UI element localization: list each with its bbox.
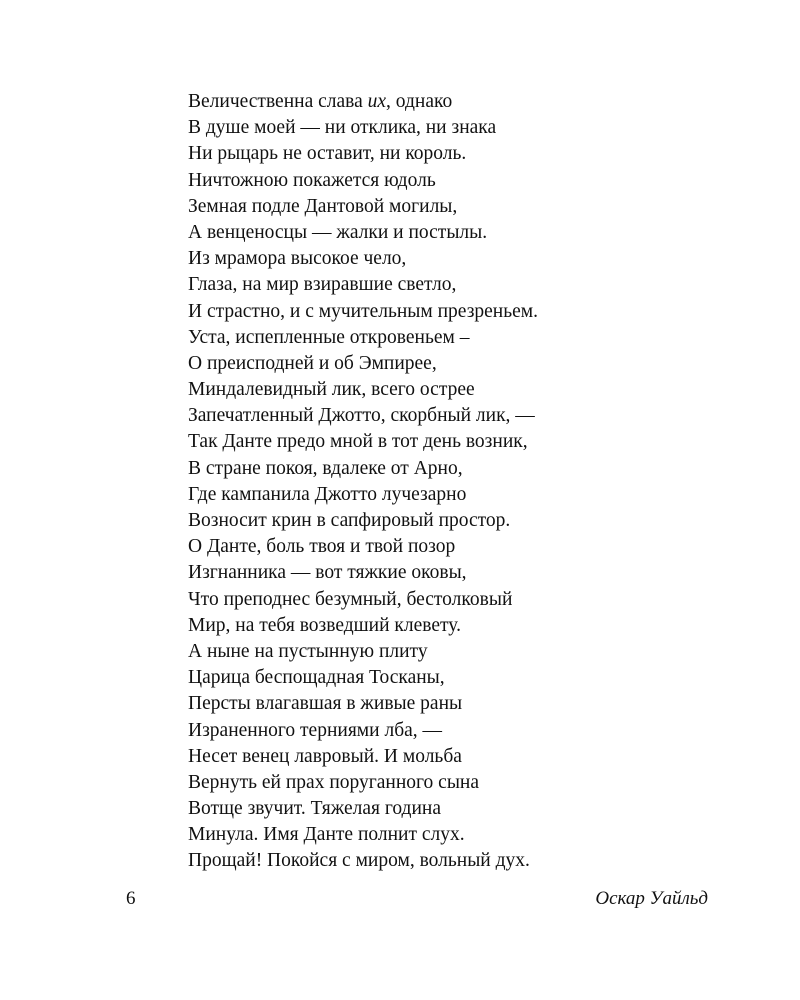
poem-line <box>188 587 748 613</box>
poem-line <box>188 848 748 874</box>
poem-line-text: Несет венец лавровый. И мольба <box>188 745 462 767</box>
poem-line <box>188 744 748 770</box>
poem-line-text: Ничтожною покажется юдоль <box>188 169 436 191</box>
poem-line <box>188 691 748 717</box>
poem-line-text: , однако <box>386 91 453 112</box>
poem-line-text: Ни рыцарь не оставит, ни король. <box>188 143 467 165</box>
poem-line-text: А венценосцы — жалки и постылы. <box>188 221 488 243</box>
poem-line-text: Что преподнес безумный, бестолковый <box>188 588 513 610</box>
poem-line-text: О преисподней и об Эмпирее, <box>188 352 437 374</box>
poem-line-text: Израненного терниями лба, — <box>188 719 443 741</box>
poem-line-text: Прощай! Покойся с миром, вольный дух. <box>188 850 530 872</box>
poem-line-text: Вотще звучит. Тяжелая година <box>188 798 441 820</box>
poem-line <box>188 220 748 246</box>
poem-line <box>188 665 748 691</box>
poem-line <box>188 822 748 848</box>
poem-line <box>188 482 748 508</box>
page-footer <box>0 888 800 918</box>
poem-line <box>188 613 748 639</box>
poem-line <box>188 141 748 167</box>
poem-line <box>188 639 748 665</box>
poem-line <box>188 560 748 586</box>
poem-line <box>188 770 748 796</box>
poem-line <box>188 325 748 351</box>
poem-line-text: Возносит крин в сапфировый простор. <box>188 510 511 531</box>
poem-line-text: Запечатленный Джотто, скорбный лик, — <box>188 405 535 427</box>
poem-line-text: И страстно, и с мучительным презреньем. <box>188 300 539 322</box>
poem-line-text: Изгнанника — вот тяжкие оковы, <box>188 562 467 584</box>
poem-line-text: Из мрамора высокое чело, <box>188 248 407 270</box>
poem-line-text: Так Данте предо мной в тот день возник, <box>188 431 528 453</box>
poem-line <box>188 299 748 325</box>
poem-line-text: Миндалевидный лик, всего острее <box>188 379 475 401</box>
poem-line-text: Царица беспощадная Тосканы, <box>188 667 445 689</box>
page-number: 6 <box>126 888 136 909</box>
running-author: Оскар Уайльд <box>595 888 708 909</box>
poem-line <box>188 456 748 482</box>
poem-line-text: О Данте, боль твоя и твой позор <box>188 536 456 558</box>
poem-line <box>188 246 748 272</box>
poem-line <box>188 534 748 560</box>
poem-line <box>188 194 748 220</box>
poem-line <box>188 115 748 141</box>
poem-line-text: Вернуть ей прах поруганного сына <box>188 771 480 793</box>
poem-line <box>188 403 748 429</box>
poem-line-text: Уста, испепленные откровеньем – <box>188 326 470 348</box>
poem-line-text: А ныне на пустынную плиту <box>188 640 428 662</box>
poem-line <box>188 89 748 115</box>
poem-line <box>188 508 748 534</box>
poem-line-text: Глаза, на мир взиравшие светло, <box>188 274 457 296</box>
poem-line-text: Где кампанила Джотто лучезарно <box>188 483 467 505</box>
poem-line <box>188 377 748 403</box>
poem-line-text: Мир, на тебя возведший клевету. <box>188 614 461 636</box>
poem-line <box>188 168 748 194</box>
poem-line <box>188 718 748 744</box>
poem-line-text: Минула. Имя Данте полнит слух. <box>188 824 465 846</box>
poem-line <box>188 272 748 298</box>
poem-line <box>188 351 748 377</box>
poem-line <box>188 796 748 822</box>
poem-line-text: Персты влагавшая в живые раны <box>188 693 463 715</box>
poem-line-text: В стране покоя, вдалеке от Арно, <box>188 457 463 479</box>
poem-line <box>188 429 748 455</box>
poem-line-text: В душе моей — ни отклика, ни знака <box>188 117 497 139</box>
poem-line-text: Величественна слава <box>188 91 368 112</box>
italic-word: их <box>367 91 387 112</box>
poem-line-text: Земная подле Дантовой могилы, <box>188 195 458 217</box>
poem-text <box>188 89 748 875</box>
